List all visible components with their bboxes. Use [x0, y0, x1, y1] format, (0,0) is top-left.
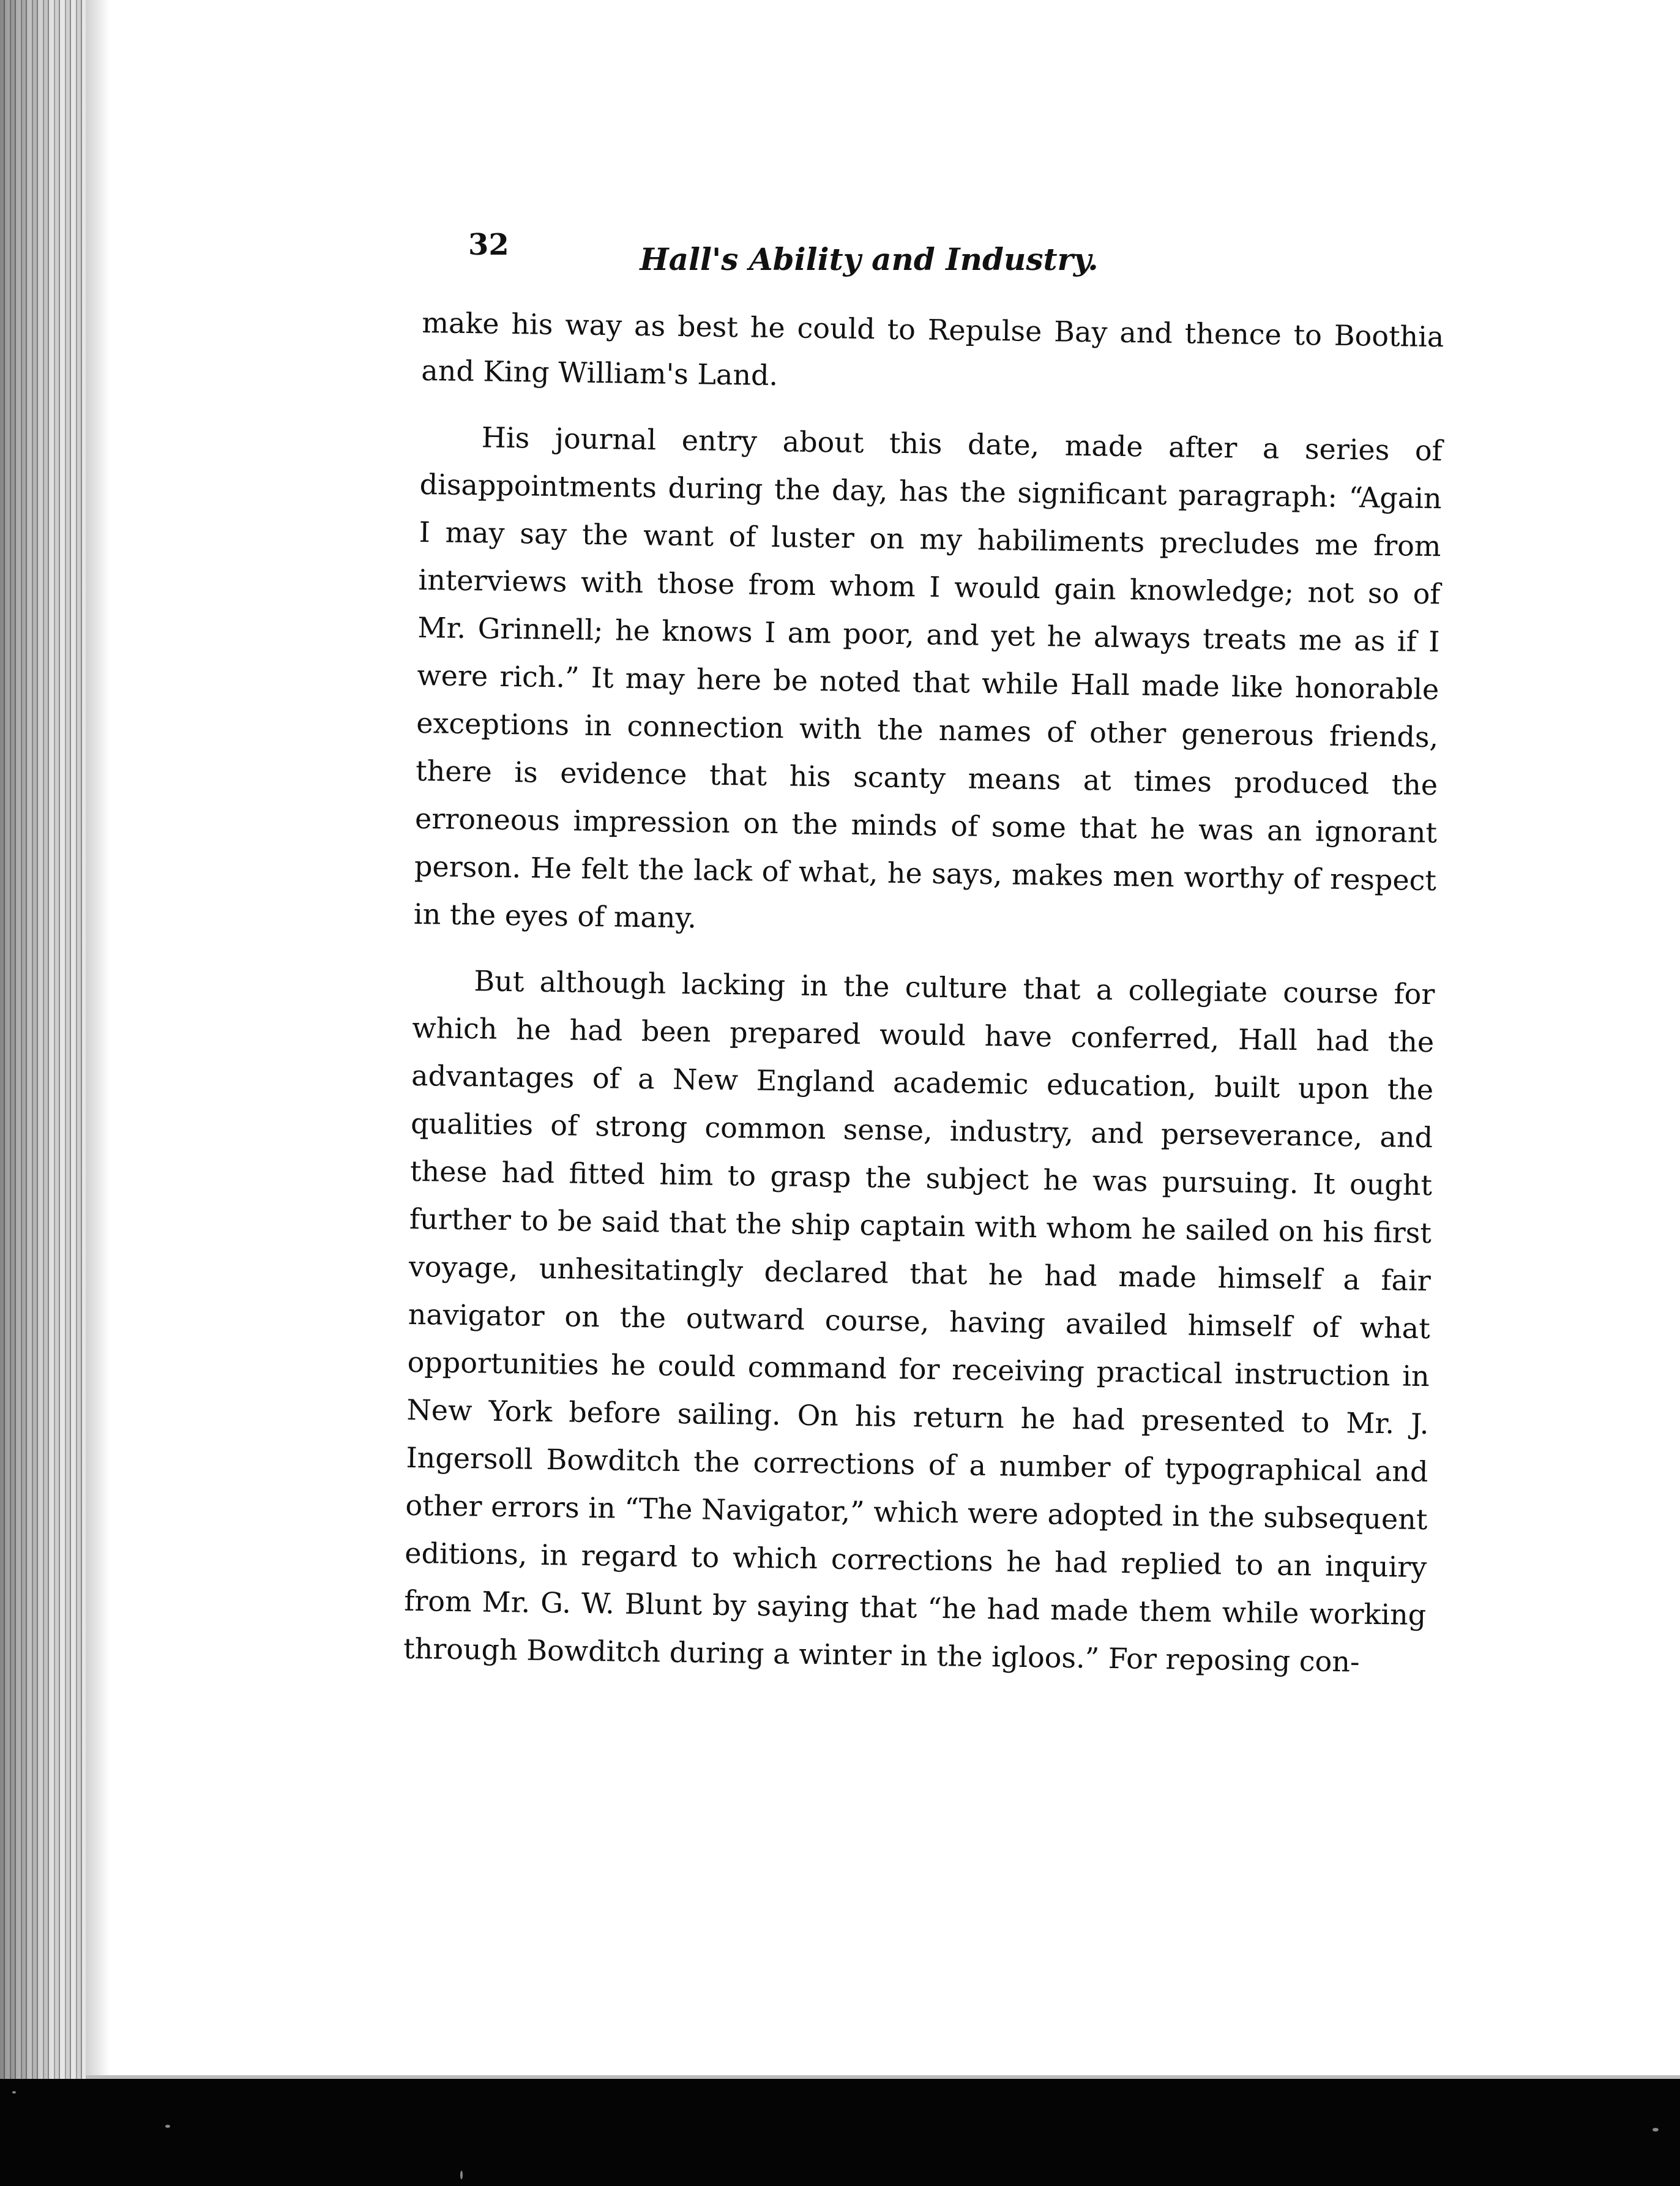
book-page-edges	[0, 0, 92, 2106]
dust-speck	[12, 2091, 16, 2094]
dust-speck	[165, 2125, 170, 2128]
body-text	[403, 299, 1444, 1705]
paragraph-education: But although lacking in the culture that a collegiate course for which he had been prepared would have conferred, Hall had the advantages of a New England academic education, built upon the qualities of strong common sense, industry, and perseverance, and these had fitted him to grasp the subject he was pursuing. It ought further to be said that the ship captain with whom he sailed on his first voyage, unhesitatingly declared that he had made himself a fair navigator on the outward course, having availed himself of what opportunities he could command for receiving practical instruction in New York before sailing. On his return he had presented to Mr. J. Ingersoll Bowditch the corrections of a number of typographical and other errors in “The Navigator,” which were adopted in the subsequent editions, in regard to which corrections he had replied to an inquiry from Mr. G. W. Blunt by saying that “he had made them while working through Bowditch during a winter in the igloos.” For reposing con-	[403, 964, 1435, 1679]
paragraph-continuation: make his way as best he could to Repulse Bay and thence to Boothia and King William's Land.	[420, 305, 1444, 392]
paragraph-journal-entry: His journal entry about this date, made after a series of disappointments during the day, has the significant paragraph: “Again I may say the want of luster on my habiliments precludes me from interviews with those from whom I would gain knowledge; not so of Mr. Grinnell; he knows I am poor, and yet he always treats me as if I were rich.” It may here be noted that while Hall made like honorable exceptions in connection with the names of other generous friends, there is evidence that his scanty means at times produced the erroneous impression on the minds of some that he was an ignorant person. He felt the lack of what, he says, makes men worthy of respect in the eyes of many.	[413, 421, 1443, 935]
dust-speck	[1652, 2128, 1659, 2132]
dust-speck	[460, 2171, 463, 2179]
page-number: 32	[468, 228, 509, 262]
running-title: Hall's Ability and Industry.	[640, 241, 1099, 277]
running-head	[468, 228, 1178, 277]
scanner-bed	[0, 2079, 1680, 2186]
